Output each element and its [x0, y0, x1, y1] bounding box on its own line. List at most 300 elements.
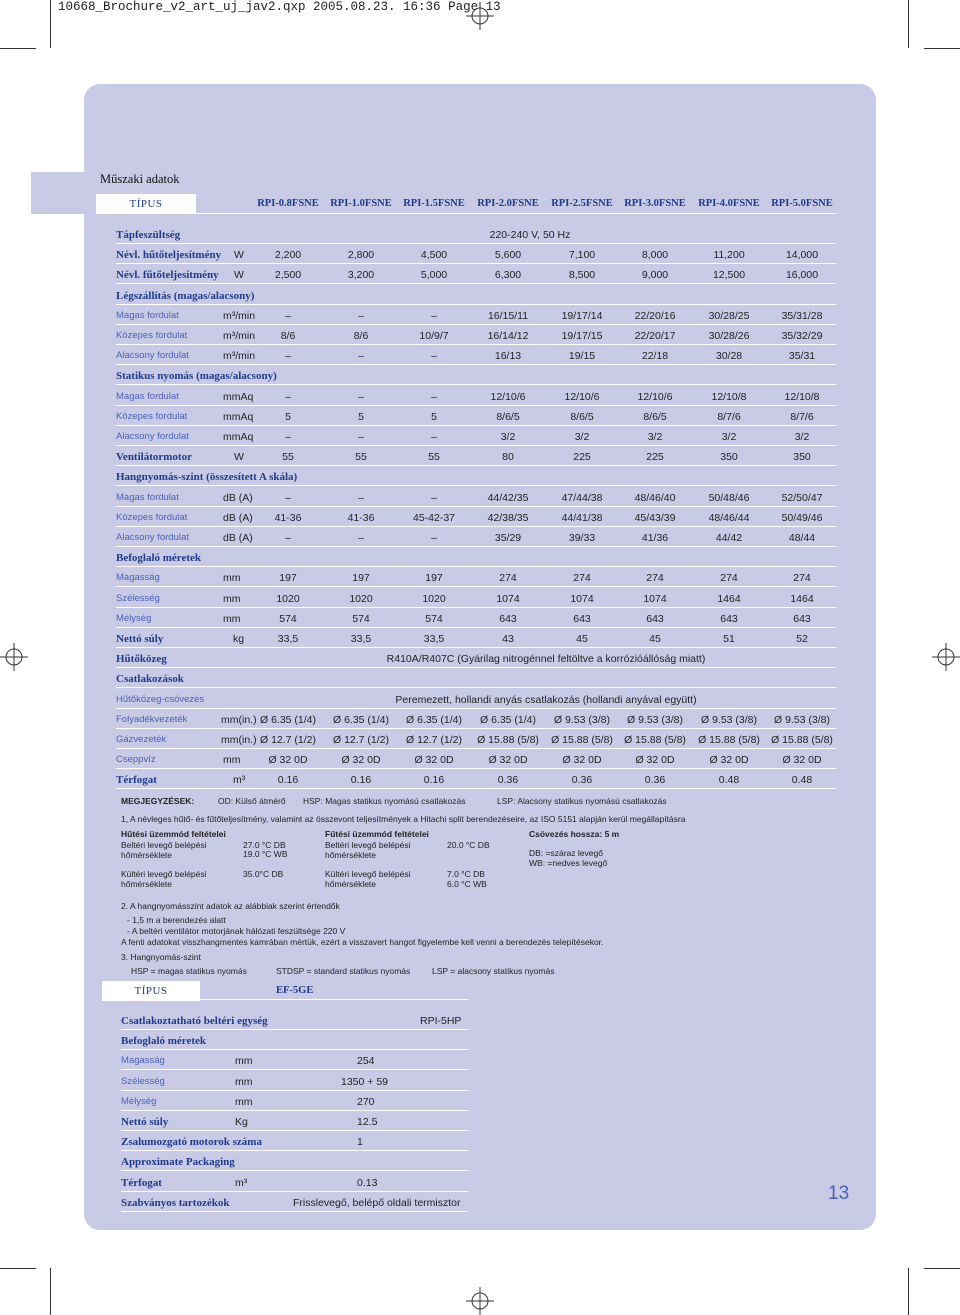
- table-cell: 16,000: [785, 269, 819, 282]
- table-cell: 8/7/6: [717, 410, 741, 423]
- table-cell: Ø 32 0D: [562, 754, 602, 767]
- table-cell: 19/17/15: [561, 330, 603, 342]
- cooling-outdoor-db: 35.0°C DB: [243, 869, 284, 879]
- table-row: [116, 245, 836, 264]
- table-cell: 45: [576, 633, 588, 645]
- table-row: [121, 1193, 468, 1212]
- note-3: 3. Hangnyomás-szint: [121, 952, 201, 962]
- row-label: Zsalumozgató motorok száma: [121, 1136, 262, 1149]
- table-cell: 44/42/35: [487, 491, 529, 504]
- table-cell: 80: [502, 451, 514, 464]
- table-row: [116, 407, 836, 426]
- row-unit: mmAq: [223, 390, 254, 403]
- table-cell: 9,000: [641, 269, 669, 282]
- table-cell: 8,500: [568, 269, 596, 282]
- table-cell: 12/10/8: [784, 390, 820, 403]
- note-2: 2. A hangnyomásszint adatok az alábbiak szerint értendők: [121, 901, 340, 911]
- table-cell: 8,000: [641, 249, 669, 262]
- table-cell: 1350 + 59: [341, 1075, 389, 1088]
- row-label: Közepes fordulat: [116, 410, 188, 422]
- row-label: Statikus nyomás (magas/alacsony): [116, 370, 277, 383]
- type-header-2: [102, 981, 468, 1001]
- model-header: RPI-1.5FSNE: [403, 198, 465, 209]
- table-cell: –: [358, 532, 364, 544]
- table-cell: –: [358, 431, 364, 443]
- table-cell: –: [431, 309, 437, 322]
- table-cell: –: [285, 350, 291, 363]
- table-row: [116, 710, 836, 729]
- registration-mark-icon: [0, 643, 28, 671]
- table-cell: 44/41/38: [561, 511, 603, 524]
- table-cell: 574: [425, 612, 443, 625]
- table-cell: Ø 32 0D: [414, 754, 454, 767]
- table-cell: –: [431, 350, 437, 363]
- table-cell: 643: [720, 612, 738, 625]
- table-cell: 45: [649, 633, 661, 645]
- table-cell: Ø 6.35 (1/4): [479, 713, 537, 726]
- table-cell: 47/44/38: [561, 491, 603, 504]
- table-cell: Ø 6.35 (1/4): [259, 713, 317, 726]
- od-note: OD: Külső átmérő: [218, 796, 286, 806]
- table-cell: 2,500: [274, 269, 302, 282]
- row-unit: mm: [235, 1055, 253, 1068]
- table-span-value: Peremezett, hollandi anyás csatlakozás (hollandi anyával együtt): [395, 693, 697, 706]
- table-cell: RPI-5HP: [420, 1015, 462, 1027]
- table-cell: 35/31/28: [781, 309, 823, 322]
- table-cell: 12/10/6: [490, 390, 526, 403]
- table-row: [116, 467, 836, 486]
- heating-outdoor-label: Kültéri levegő belépési hőmérséklete: [325, 869, 411, 889]
- row-label: Hűtőközeg: [116, 653, 167, 666]
- row-unit: dB (A): [223, 491, 253, 504]
- table-cell: Ø 12.7 (1/2): [259, 734, 317, 746]
- row-label: Szélesség: [116, 592, 160, 604]
- table-cell: 0.48: [791, 774, 813, 787]
- row-label: Befoglaló méretek: [121, 1035, 207, 1048]
- table-cell: –: [431, 532, 437, 544]
- row-unit: Kg: [235, 1116, 248, 1128]
- registration-mark-icon: [466, 1287, 494, 1315]
- table-cell: 55: [428, 451, 440, 464]
- table-cell: 35/32/29: [781, 330, 823, 342]
- crop-mark: [908, 1268, 909, 1315]
- table-cell: 197: [425, 572, 443, 585]
- table-cell: 35/29: [494, 532, 522, 544]
- table-cell: 41/36: [641, 532, 669, 544]
- table-cell: 22/20/16: [634, 309, 676, 322]
- table-cell: 0.36: [644, 774, 666, 787]
- table-row: [116, 770, 836, 789]
- wb-definition: WB: =nedves levegő: [529, 858, 608, 868]
- table-cell: –: [285, 431, 291, 443]
- cooling-indoor-label: Beltéri levegő belépési hőmérséklete: [121, 840, 207, 860]
- crop-mark: [0, 48, 36, 49]
- table-cell: 8/6: [280, 330, 296, 342]
- section-title: Műszaki adatok: [100, 172, 180, 186]
- table-cell: 44/42: [715, 532, 743, 544]
- row-label: Csatlakozások: [116, 673, 184, 686]
- model-header: RPI-4.0FSNE: [698, 198, 760, 209]
- table-cell: 52/50/47: [781, 491, 823, 504]
- table-cell: 33,5: [423, 633, 445, 645]
- table-row: [116, 447, 836, 466]
- table-cell: 50/49/46: [781, 511, 823, 524]
- row-label: Mélység: [116, 612, 152, 624]
- table-cell: –: [285, 532, 291, 544]
- table-cell: 5,000: [420, 269, 448, 282]
- table-cell: 643: [793, 612, 811, 625]
- table-cell: 42/38/35: [487, 511, 529, 524]
- table-cell: 16/14/12: [487, 330, 529, 342]
- table-cell: 5,600: [494, 249, 522, 262]
- row-unit: W: [234, 249, 244, 262]
- cooling-outdoor-label: Kültéri levegő belépési hőmérséklete: [121, 869, 207, 889]
- table-cell: –: [285, 309, 291, 322]
- table-cell: 1074: [643, 592, 667, 605]
- heating-indoor-db: 20.0 °C DB: [447, 840, 490, 850]
- table-cell: 1464: [717, 592, 741, 605]
- table-row: [116, 548, 836, 567]
- table-cell: 274: [573, 572, 591, 585]
- table-cell: 52: [796, 633, 808, 645]
- table-cell: 3/2: [500, 431, 516, 443]
- cooling-conditions-title: Hűtési üzemmód feltételei: [121, 829, 226, 839]
- table-cell: 350: [720, 451, 738, 464]
- table-cell: 274: [793, 572, 811, 585]
- crop-mark: [924, 48, 960, 49]
- row-label: Magasság: [116, 572, 160, 584]
- table-row: [121, 1031, 468, 1050]
- table-cell: Ø 9.53 (3/8): [553, 713, 611, 726]
- hsp-note: HSP: Magas statikus nyomású csatlakozás: [303, 796, 466, 806]
- table-cell: Ø 9.53 (3/8): [626, 713, 684, 726]
- row-unit: m³/min: [223, 350, 256, 363]
- table-cell: 350: [793, 451, 811, 464]
- table-cell: 55: [355, 451, 367, 464]
- table-cell: 7,100: [568, 249, 596, 262]
- table-cell: 5: [431, 410, 437, 423]
- table-cell: 225: [646, 451, 664, 464]
- table-cell: 12.5: [357, 1116, 378, 1128]
- table-row: [116, 488, 836, 507]
- note-1: 1, A névleges hűtő- és fűtőteljesítmény, valamint az összevont teljesítmények a Hitachi split berendezéseire, az ISO 5151 alapján kerül megállapításra: [121, 814, 686, 824]
- table-cell: 3/2: [721, 431, 737, 443]
- table-cell: 0.16: [423, 774, 445, 787]
- table-cell: 8/7/6: [790, 410, 814, 423]
- table-row: [116, 326, 836, 345]
- table-row: [121, 1112, 468, 1131]
- table-cell: Ø 15.88 (5/8): [771, 734, 833, 746]
- table-cell: 8/6/5: [643, 410, 667, 423]
- note-2c: A fenti adatokat visszhangmentes kamrában mértük, ezért a visszavert hangot figyelembe kell venni a berendezés telepítésekor.: [121, 937, 604, 947]
- row-unit: mm: [235, 1075, 253, 1088]
- remarks-title: MEGJEGYZÉSEK:: [121, 796, 195, 806]
- table-cell: 11,200: [713, 249, 745, 262]
- model-ef-5ge: EF-5GE: [276, 985, 314, 996]
- row-label: Alacsony fordulat: [116, 431, 189, 442]
- table-cell: Ø 32 0D: [488, 754, 528, 767]
- db-definition: DB: =száraz levegő: [529, 848, 603, 858]
- row-unit: mmAq: [223, 410, 254, 423]
- note-2a: - 1,5 m a berendezés alatt: [127, 915, 226, 925]
- table-cell: 41-36: [274, 511, 302, 524]
- table-row: [116, 366, 836, 385]
- table-cell: –: [431, 390, 437, 403]
- row-label: Térfogat: [121, 1176, 162, 1189]
- table-cell: 33,5: [277, 633, 299, 645]
- table-cell: 1020: [349, 592, 373, 605]
- table-cell: 45/43/39: [634, 511, 676, 524]
- model-header: RPI-5.0FSNE: [771, 198, 833, 209]
- registration-mark-icon: [466, 2, 494, 30]
- table-cell: Ø 32 0D: [635, 754, 675, 767]
- table-cell: 0.16: [350, 774, 372, 787]
- row-unit: dB (A): [223, 511, 253, 524]
- model-header: RPI-1.0FSNE: [330, 198, 392, 209]
- heating-indoor-label: Beltéri levegő belépési hőmérséklete: [325, 840, 411, 860]
- row-label: Hangnyomás-szint (összesített A skála): [116, 471, 298, 484]
- row-label: Alacsony fordulat: [116, 532, 189, 543]
- row-label: Folyadékvezeték: [116, 713, 188, 725]
- type-header-rule-2: [200, 999, 468, 1000]
- table-row: [116, 669, 836, 688]
- table-cell: 51: [723, 633, 735, 645]
- heating-outdoor-wb: 6.0 °C WB: [447, 879, 487, 889]
- row-unit: mm: [223, 572, 241, 585]
- row-label: Mélység: [121, 1095, 157, 1107]
- table-row: [116, 609, 836, 628]
- table-cell: 43: [502, 633, 514, 645]
- table-row: [121, 1173, 468, 1192]
- table-cell: 50/48/46: [708, 491, 750, 504]
- table-cell: Ø 32 0D: [268, 754, 308, 767]
- row-label: Légszállítás (magas/alacsony): [116, 289, 255, 302]
- row-label: Alacsony fordulat: [116, 350, 189, 362]
- table-cell: 48/46/40: [634, 491, 676, 504]
- table-cell: 12,500: [712, 269, 746, 282]
- table-cell: 1020: [276, 592, 300, 605]
- table-row: [116, 306, 836, 325]
- note-2b: - A beltéri ventilátor motorjának hálózati feszültsége 220 V: [127, 926, 346, 936]
- table-cell: 12/10/6: [564, 390, 600, 403]
- table-cell: 0.36: [497, 774, 519, 787]
- model-header: RPI-3.0FSNE: [624, 198, 686, 209]
- row-unit: kg: [233, 633, 245, 645]
- crop-mark: [0, 1268, 36, 1269]
- table-cell: 574: [279, 612, 297, 625]
- table-cell: Ø 9.53 (3/8): [700, 713, 758, 726]
- row-unit: m³: [235, 1176, 248, 1189]
- table-cell: 0.48: [718, 774, 740, 787]
- table-row: [116, 427, 836, 446]
- table-cell: 574: [352, 612, 370, 625]
- note-3b: STDSP = standard statikus nyomás: [276, 966, 411, 976]
- table-cell: 48/44: [788, 532, 816, 544]
- table-row: [116, 508, 836, 527]
- crop-mark: [924, 1268, 960, 1269]
- table-cell: 22/20/17: [634, 330, 676, 342]
- table-cell: 41-36: [347, 511, 375, 524]
- print-slug: 10668_Brochure_v2_art_uj_jav2.qxp 2005.08.23. 16:36 Page 13: [58, 0, 501, 14]
- row-label: Tápfeszültség: [116, 229, 181, 241]
- table-cell: 39/33: [568, 532, 596, 544]
- table-cell: 1020: [422, 592, 446, 605]
- table-cell: Ø 9.53 (3/8): [773, 713, 831, 726]
- table-cell: 270: [357, 1095, 375, 1108]
- table-row: [116, 225, 836, 244]
- row-unit: mm: [235, 1095, 253, 1108]
- row-unit: mm: [223, 612, 241, 625]
- table-cell: –: [358, 350, 364, 363]
- model-header: RPI-2.0FSNE: [477, 198, 539, 209]
- row-unit: mmAq: [223, 431, 254, 443]
- table-row: [116, 649, 836, 668]
- table-cell: 0.36: [571, 774, 593, 787]
- table-cell: 19/15: [568, 350, 596, 363]
- table-cell: –: [358, 390, 364, 403]
- table-row: [116, 528, 836, 547]
- pipe-length: Csövezés hossza: 5 m: [529, 829, 620, 839]
- table-row: [116, 568, 836, 587]
- note-3a: HSP = magas statikus nyomás: [131, 966, 247, 976]
- table-cell: 35/31: [788, 350, 816, 363]
- table-cell: 1074: [570, 592, 594, 605]
- table-cell: 3,200: [347, 269, 375, 282]
- row-label: Névl. fűtőteljesítmény: [116, 269, 219, 282]
- table-cell: Ø 15.88 (5/8): [477, 734, 539, 746]
- table-cell: 274: [720, 572, 738, 585]
- row-label: Cseppvíz: [116, 754, 156, 766]
- table-cell: 197: [352, 572, 370, 585]
- table-cell: 2,200: [274, 249, 302, 262]
- table-cell: 8/6/5: [570, 410, 594, 423]
- table-cell: –: [431, 431, 437, 443]
- row-label: Magas fordulat: [116, 491, 179, 503]
- table-cell: 30/28/25: [708, 309, 750, 322]
- table-cell: 0.16: [277, 774, 299, 787]
- table-cell: 5: [285, 410, 291, 423]
- table-row: [121, 1072, 468, 1091]
- table-row: [121, 1152, 468, 1171]
- table-cell: 30/28: [715, 350, 743, 363]
- cooling-indoor-wb: 19.0 °C WB: [243, 849, 288, 859]
- type-header: [96, 194, 836, 214]
- table-cell: 3/2: [574, 431, 590, 443]
- table-cell: –: [358, 309, 364, 322]
- row-label: Közepes fordulat: [116, 330, 188, 341]
- row-unit: dB (A): [223, 532, 253, 544]
- row-label: Hűtőközeg-csövezés: [116, 693, 205, 705]
- table-row: [121, 1092, 468, 1111]
- row-unit: W: [234, 451, 244, 464]
- row-label: Magas fordulat: [116, 390, 179, 402]
- model-header: RPI-0.8FSNE: [257, 198, 319, 209]
- table-cell: 643: [646, 612, 664, 625]
- table-span-value: 220-240 V, 50 Hz: [489, 229, 571, 241]
- row-label: Magasság: [121, 1055, 165, 1067]
- table-cell: 16/15/11: [487, 309, 529, 322]
- table-cell: 1464: [790, 592, 814, 605]
- table-cell: 8/6/5: [496, 410, 520, 423]
- row-label: Közepes fordulat: [116, 511, 188, 523]
- table-cell: 19/17/14: [561, 309, 603, 322]
- type-label-2: TÍPUS: [102, 981, 200, 1001]
- table-cell: 14,000: [785, 249, 819, 262]
- table-cell: 197: [279, 572, 297, 585]
- table-cell: 33,5: [350, 633, 372, 645]
- table-row: [116, 286, 836, 305]
- table-cell: 30/28/26: [708, 330, 750, 342]
- model-header: RPI-2.5FSNE: [551, 198, 613, 209]
- table-cell: Ø 15.88 (5/8): [551, 734, 613, 746]
- table-cell: 10/9/7: [419, 330, 449, 342]
- row-unit: m³/min: [223, 309, 256, 322]
- registration-mark-icon: [932, 643, 960, 671]
- table-cell: 0.13: [357, 1176, 378, 1189]
- row-label: Névl. hűtőteljesítmény: [116, 249, 222, 262]
- table-row: [116, 750, 836, 769]
- table-cell: Ø 6.35 (1/4): [332, 713, 390, 726]
- table-cell: 2,800: [347, 249, 375, 262]
- heating-conditions-title: Fűtési üzemmód feltételei: [325, 829, 429, 839]
- table-row: [121, 1011, 468, 1030]
- table-cell: 225: [573, 451, 591, 464]
- table-cell: Ø 32 0D: [782, 754, 822, 767]
- table-cell: 22/18: [641, 350, 669, 363]
- table-cell: 3/2: [794, 431, 810, 443]
- row-label: Szabványos tartozékok: [121, 1196, 230, 1209]
- page-number: 13: [828, 1183, 850, 1204]
- table-cell: 48/46/44: [708, 511, 750, 524]
- row-label: Nettó súly: [121, 1116, 169, 1128]
- row-unit: m³: [233, 774, 246, 787]
- table-cell: –: [285, 390, 291, 403]
- table-row: [116, 265, 836, 284]
- table-cell: Ø 15.88 (5/8): [624, 734, 686, 746]
- crop-mark: [50, 1268, 51, 1315]
- table-cell: –: [431, 491, 437, 504]
- table-cell: 12/10/8: [711, 390, 747, 403]
- crop-mark: [908, 0, 909, 48]
- table-row: [116, 346, 836, 365]
- row-unit: m³/min: [223, 330, 256, 342]
- table-cell: 8/6: [353, 330, 369, 342]
- table-cell: Ø 32 0D: [341, 754, 381, 767]
- table-cell: 1: [357, 1136, 363, 1149]
- row-label: Szélesség: [121, 1075, 165, 1087]
- type-label: TÍPUS: [96, 194, 196, 214]
- table-row: [116, 690, 836, 709]
- row-label: Magas fordulat: [116, 309, 179, 321]
- table-cell: 643: [573, 612, 591, 625]
- row-label: Gázvezeték: [116, 734, 167, 745]
- table-cell: 1074: [496, 592, 520, 605]
- row-label: Térfogat: [116, 774, 157, 787]
- table-cell: –: [358, 491, 364, 504]
- table-row: [116, 629, 836, 648]
- row-label: Csatlakoztatható beltéri egység: [121, 1015, 268, 1027]
- table-row: [121, 1132, 468, 1151]
- table-row: [121, 1051, 468, 1070]
- crop-mark: [50, 0, 51, 48]
- table-cell: 643: [499, 612, 517, 625]
- table-cell: Ø 32 0D: [709, 754, 749, 767]
- row-unit: W: [234, 269, 244, 282]
- row-unit: mm(in.): [221, 713, 257, 726]
- table-cell: Ø 15.88 (5/8): [698, 734, 760, 746]
- table-cell: 254: [357, 1055, 375, 1068]
- table-cell: 5: [358, 410, 364, 423]
